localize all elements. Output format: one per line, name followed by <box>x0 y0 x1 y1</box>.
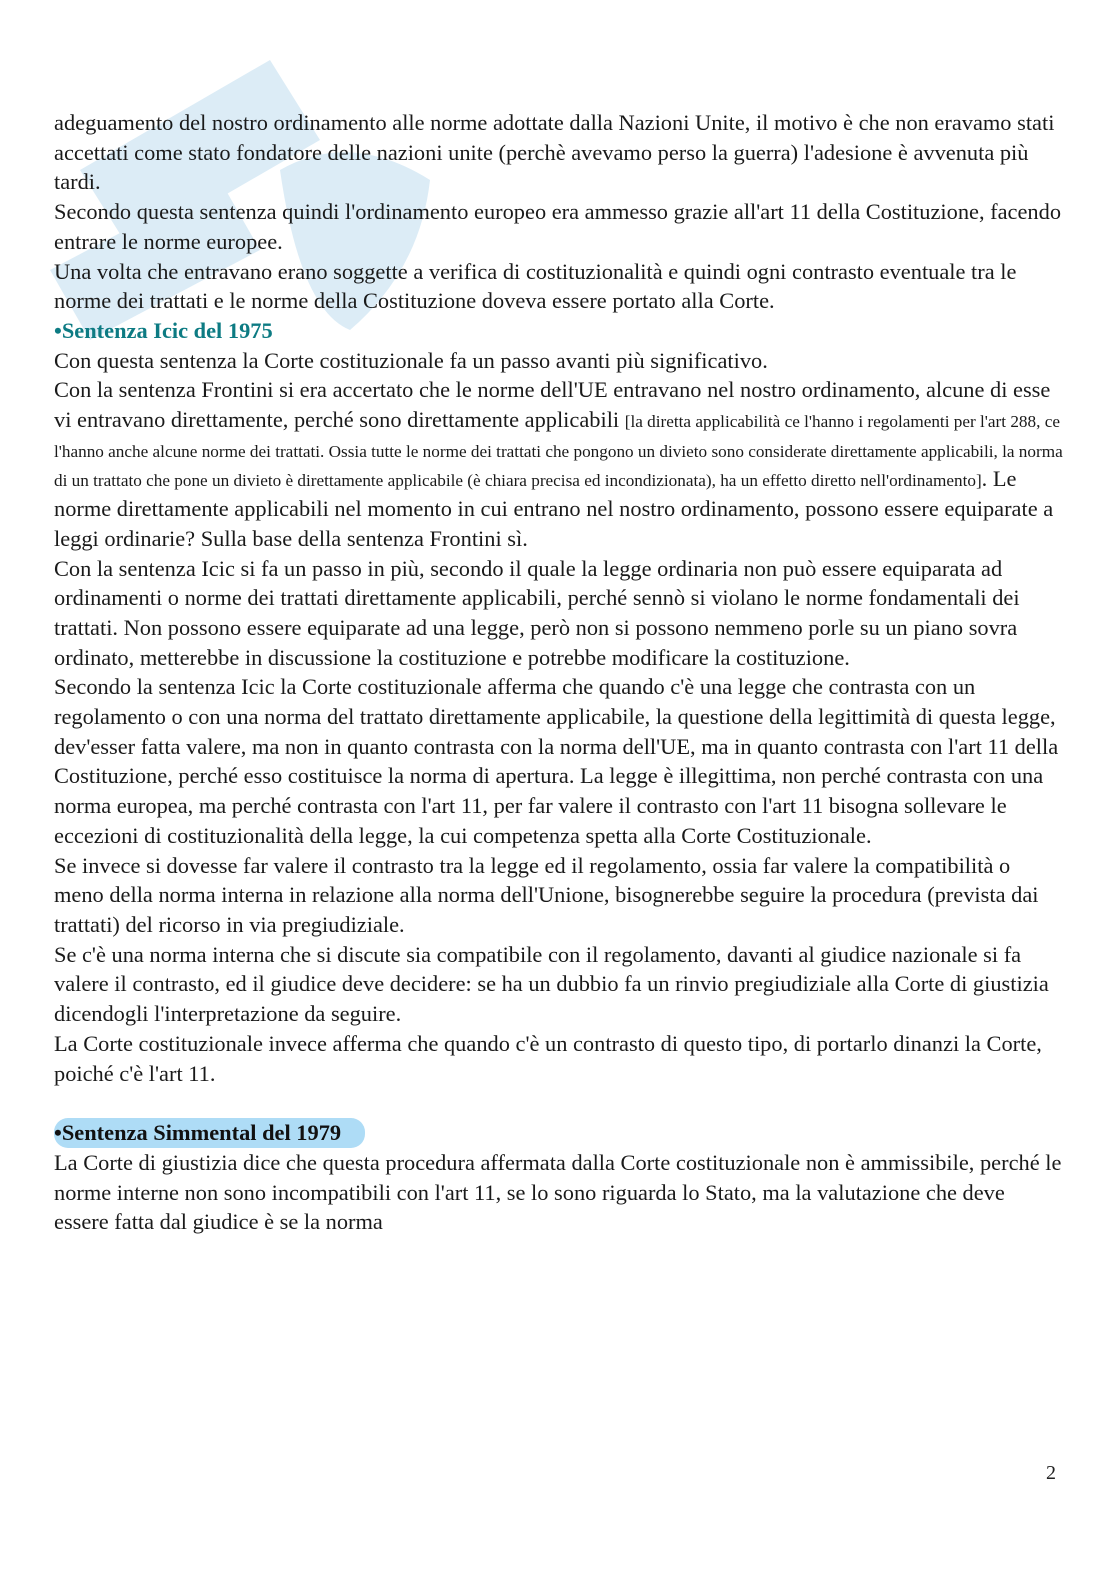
paragraph: Se invece si dovesse far valere il contrasto tra la legge ed il regolamento, ossia far valere la compatibilità o meno della norma interna in relazione alla norma dell'Unione, bisognerebbe seguire la procedura (prevista dai trattati) del ricorso in via pregiudiziale. <box>54 852 1039 937</box>
paragraph: La Corte costituzionale invece afferma che quando c'è un contrasto di questo tipo, di portarlo dinanzi la Corte, poiché c'è l'art 11. <box>54 1030 1042 1086</box>
paragraph-text: Con la sentenza Frontini si era accertato che le norme dell'UE entravano nel nostro ordinamento, alcune di esse vi entravano direttamente, perché sono direttamente applicabili <box>54 377 1051 433</box>
paragraph: Con la sentenza Icic si fa un passo in più, secondo il quale la legge ordinaria non può essere equiparata ad ordinamenti o norme dei trattati direttamente applicabili, perché sennò si violano le norme fondamentali dei trattati. Non possono essere equiparate ad una legge, però non si possono nemmeno porle su un piano sovra ordinato, metterebbe in discussione la costituzione e potrebbe modificare la costituzione. <box>54 555 1020 670</box>
section-heading-icic: •Sentenza Icic del 1975 <box>54 317 273 343</box>
paragraph: adeguamento del nostro ordinamento alle norme adottate dalla Nazioni Unite, il motivo è che non eravamo stati accettati come stato fondatore delle nazioni unite (perchè avevamo perso la guerra) l'adesione è avvenuta più tardi. <box>54 110 1055 195</box>
paragraph: La Corte di giustizia dice che questa procedura affermata dalla Corte costituzionale non è ammissibile, perché le norme interne non sono incompatibili con l'art 11, se lo sono riguarda lo Stato, ma la valutazione che deve essere fatta dal giudice è se la norma <box>54 1149 1062 1235</box>
page-number: 2 <box>1046 1462 1056 1484</box>
paragraph: Con questa sentenza la Corte costituzionale fa un passo avanti più significativo. <box>54 347 768 373</box>
paragraph: Una volta che entravano erano soggette a verifica di costituzionalità e quindi ogni contrasto eventuale tra le norme dei trattati e le norme della Costituzione doveva essere portato alla Corte. <box>54 258 1017 314</box>
paragraph: Se c'è una norma interna che si discute sia compatibile con il regolamento, davanti al giudice nazionale si fa valere il contrasto, ed il giudice deve decidere: se ha un dubbio fa un rinvio pregiudiziale alla Corte di giustizia dicendogli l'interpretazione da seguire. <box>54 941 1049 1027</box>
section-heading-simmental: •Sentenza Simmental del 1979 <box>54 1118 365 1148</box>
paragraph-with-footnote <box>54 375 1064 553</box>
document-body <box>54 108 1064 1237</box>
paragraph: Secondo la sentenza Icic la Corte costituzionale afferma che quando c'è una legge che contrasta con un regolamento o con una norma del trattato direttamente applicabile, la questione della legittimità di questa legge, dev'esser fatta valere, ma non in quanto contrasta con la norma dell'UE, ma in quanto contrasta con l'art 11 della Costituzione, perché esso costituisce la norma di apertura. La legge è illegittima, non perché contrasta con una norma europea, ma perché contrasta con l'art 11, per far valere il contrasto con l'art 11 bisogna sollevare le eccezioni di costituzionalità della legge, la cui competenza spetta alla Corte Costituzionale. <box>54 674 1059 848</box>
paragraph: Secondo questa sentenza quindi l'ordinamento europeo era ammesso grazie all'art 11 della Costituzione, facendo entrare le norme europee. <box>54 199 1062 254</box>
inline-note: [la diretta applicabilità ce l'hanno i regolamenti per l'art 288, ce l'hanno anche alcune norme dei trattati. Ossia tutte le norme dei trattati che pongono un divieto sono considerate direttamente applicabili, la norma di un trattato che pone un divieto è direttamente applicabile (è chiara precisa ed incondizionata), ha un effetto diretto nell'ordinamento] <box>54 412 1063 491</box>
paragraph-text: . Le norme direttamente applicabili nel momento in cui entrano nel nostro ordinamento, possono essere equiparate a leggi ordinarie? Sulla base della sentenza Frontini sì. <box>54 466 1054 551</box>
